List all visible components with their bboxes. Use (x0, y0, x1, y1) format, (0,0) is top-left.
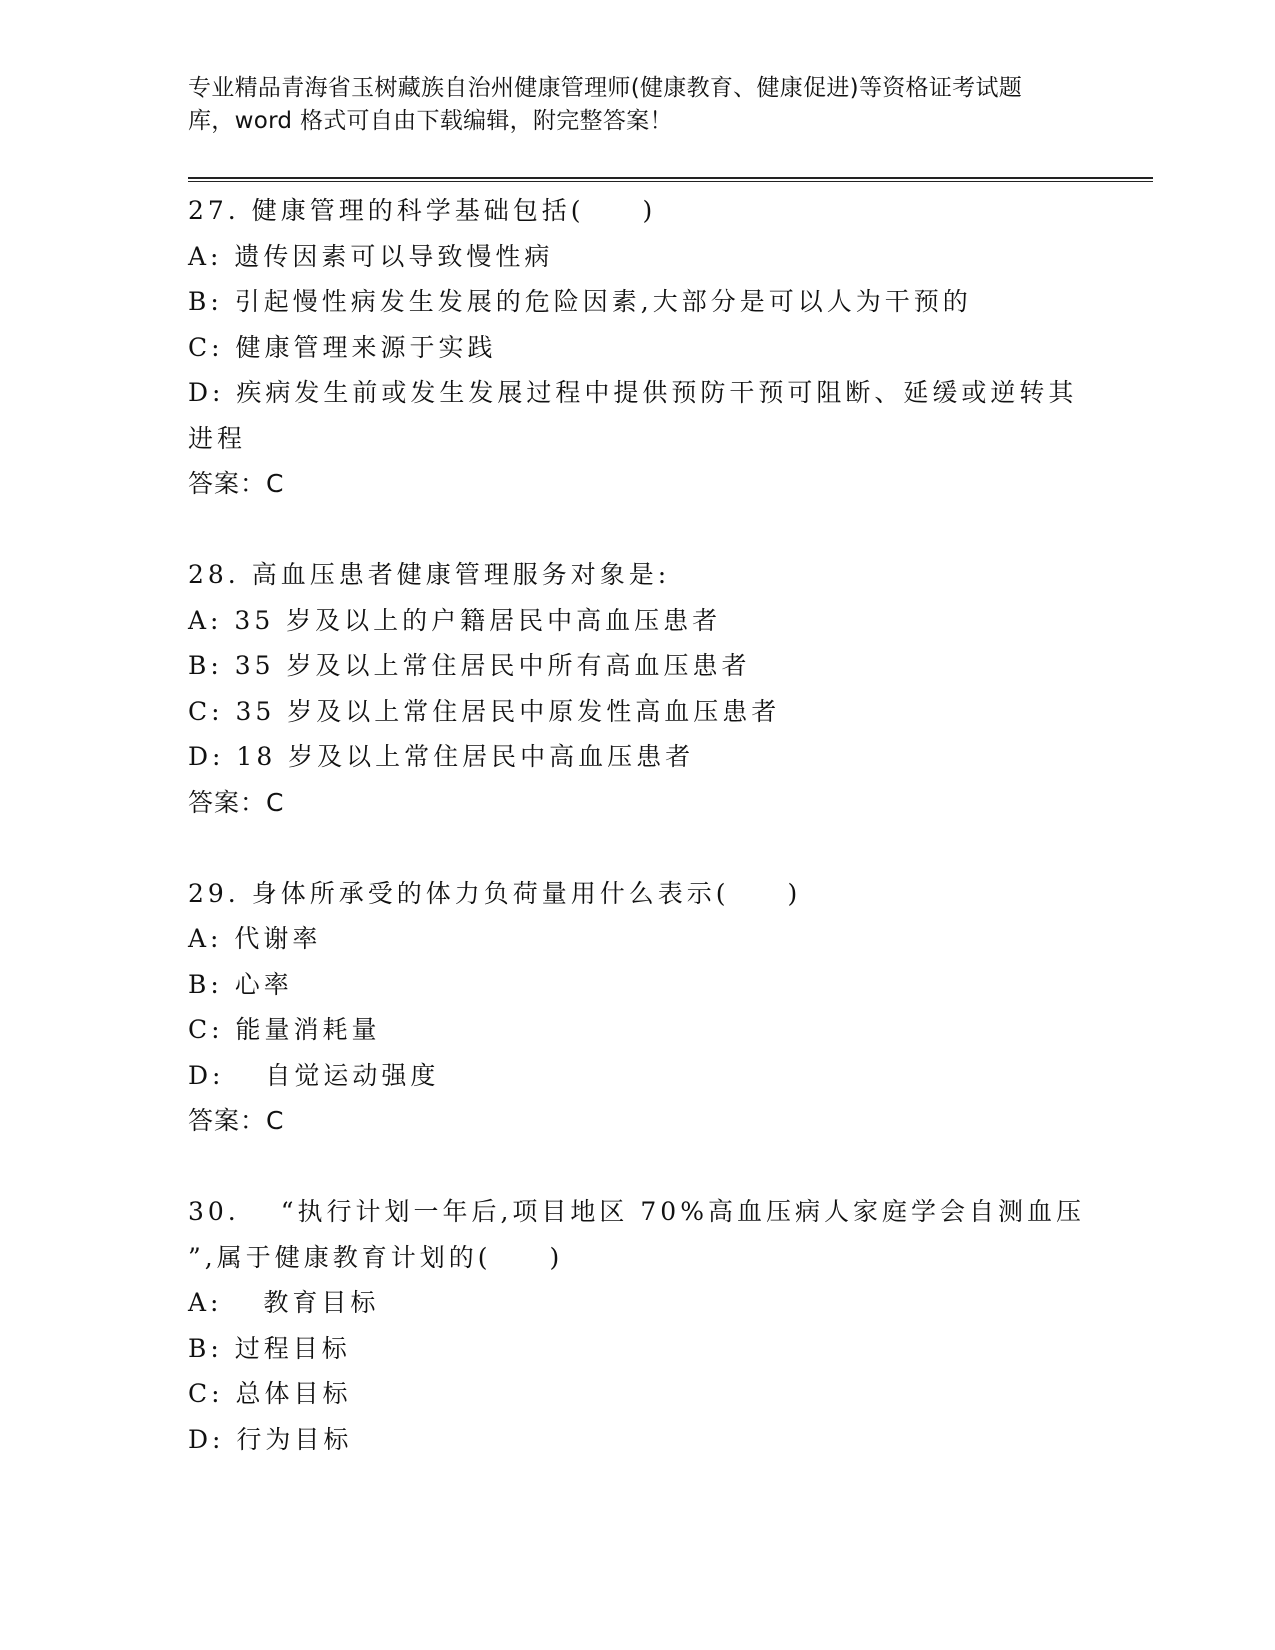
question-stem: 30. “执行计划一年后,项目地区 70%高血压病人家庭学会自测血压 (188, 1197, 1085, 1226)
question-30 (188, 1189, 1088, 1462)
question-stem-continued: ”,属于健康教育计划的( ) (188, 1242, 564, 1272)
option-d: D: 自觉运动强度 (188, 1060, 440, 1090)
option-d: D: 18 岁及以上常住居民中高血压患者 (188, 742, 695, 771)
question-stem: 28. 高血压患者健康管理服务对象是: (188, 560, 671, 589)
header-divider-thick (188, 177, 1153, 179)
answer: 答案：C (188, 469, 285, 498)
option-a: A: 代谢率 (188, 924, 322, 953)
answer: 答案：C (188, 1106, 285, 1135)
option-a: A: 遗传因素可以导致慢性病 (188, 241, 554, 271)
question-stem: 29. 身体所承受的体力负荷量用什么表示( ) (188, 878, 802, 908)
option-b: B: 引起慢性病发生发展的危险因素,大部分是可以人为干预的 (188, 287, 972, 316)
option-c: C: 健康管理来源于实践 (188, 332, 497, 362)
question-stem: 27. 健康管理的科学基础包括( ) (188, 196, 657, 225)
header-line-2: 库，word 格式可自由下载编辑，附完整答案！ (188, 108, 673, 134)
option-d: D: 疾病发生前或发生发展过程中提供预防干预可阻断、延缓或逆转其 (188, 378, 1078, 407)
option-b: B: 过程目标 (188, 1333, 351, 1363)
document-header (188, 72, 1088, 138)
option-c: C: 能量消耗量 (188, 1015, 381, 1044)
option-a: A: 教育目标 (188, 1288, 380, 1317)
question-29 (188, 871, 1088, 1144)
header-divider-thin (188, 181, 1153, 182)
option-c: C: 35 岁及以上常住居民中原发性高血压患者 (188, 696, 781, 726)
question-28 (188, 552, 1088, 825)
answer: 答案：C (188, 787, 285, 817)
option-d-continued: 进程 (188, 423, 247, 453)
question-list (188, 188, 1088, 1508)
header-line-1: 专业精品青海省玉树藏族自治州健康管理师(健康教育、健康促进)等资格证考试题 (188, 75, 1023, 101)
option-a: A: 35 岁及以上的户籍居民中高血压患者 (188, 605, 722, 635)
option-c: C: 总体目标 (188, 1379, 352, 1408)
option-d: D: 行为目标 (188, 1424, 353, 1454)
question-27 (188, 188, 1088, 507)
option-b: B: 35 岁及以上常住居民中所有高血压患者 (188, 651, 751, 680)
option-b: B: 心率 (188, 969, 293, 999)
